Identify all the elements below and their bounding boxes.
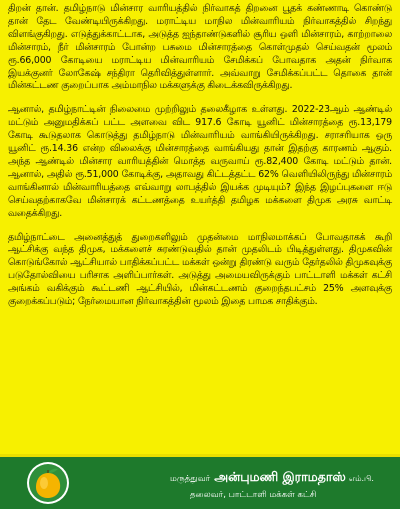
statement-body	[8, 3, 392, 320]
author-name	[170, 469, 374, 486]
author-title-prefix: மருத்துவர்	[170, 474, 211, 484]
paragraph-3: தமிழ்நாட்டை அனைத்துத் துறைகளிலும் முதன்மை மாநிலமாக்கப் போவதாகக் கூறி ஆட்சிக்கு வந்த திமுக, மக்களைச் சுரண்டுவதில் தான் முதலிடம் பிடித்துள்ளது. திமுகவின் கொடுங்கோல் ஆட்சியால் பாதிக்கப்பட்ட மக்கள் ஒன்று திரண்டு வரும் தேர்தலில் திமுகவுக்கு படுதோல்வியை பரிசாக அளிப்பார்கள். அடுத்து அமையவிருக்கும் பாட்டாளி மக்கள் கட்சி அங்கம் வகிக்கும் கூட்டணி ஆட்சியில், மின்கட்டணம் குறைந்தபட்சம் 25% அளவுக்கு குறைக்கப்படும்; நேர்மையான நிர்வாகத்தின் மூலம் இதை பாமக சாதிக்கும்.	[8, 231, 392, 308]
mango-logo-icon	[26, 461, 70, 505]
paragraph-2: ஆனால், தமிழ்நாட்டின் நிலைமை முற்றிலும் தலைகீழாக உள்ளது. 2022-23ஆம் ஆண்டில் மட்டும் அனுமதிக்கப் பட்ட அளவை விட 917.6 கோடி யூனிட் மின்சாரத்தை ரூ.13,179 கோடி கூடுதலாக கொடுத்து தமிழ்நாடு மின்வாரியம் வாங்கியிருக்கிறது. சராசரியாக ஒரு யூனிட் ரூ.14.36 என்ற விலைக்கு மின்சாரத்தை வாங்கியது தான் இதற்கு காரணம் ஆகும். அந்த ஆண்டில் மின்சார வாரியத்தின் மொத்த வருவாய் ரூ.82,400 கோடி மட்டும் தான். ஆனால், அதில் ரூ.51,000 கோடிக்கு, அதாவது கிட்டத்தட்ட 62% வெளியிலிருந்து மின்சாரம் வாங்கினால் மின்வாரியத்தை எவ்வாறு லாபத்தில் இயக்க முடியும்? இந்த இழப்புகளை ஈடு செய்வதற்காகவே மின்சாரக் கட்டணத்தை உயர்த்தி தமிழக மக்களை திமுக அரசு வாட்டி வதைக்கிறது.	[8, 104, 392, 219]
signature-footer	[0, 454, 400, 509]
paragraph-1: திறன் தான். தமிழ்நாடு மின்சார வாரியத்தில் நிர்வாகத் திறனை பூதக் கண்ணாடி கொண்டு தான் தேட வேண்டியிருக்கிறது. மராட்டிய மாநில மின்வாரியம் நிர்வாகத்தில் சிறந்து விளங்குகிறது. எடுத்துக்காட்டாக, அடுத்த ஐந்தாண்டுகளில் சூரிய ஒளி மின்சாரம், காற்றாலை மின்சாரம், நீர் மின்சாரம் போன்ற பசுமை மின்சாரத்தை கொள்முதல் செய்வதன் மூலம் ரூ.66,000 கோடியை மராட்டிய மின்வாரியம் சேமிக்கப் போவதாக அதன் நிர்வாக இயக்குனர் லோகேஷ் சந்திரா தெரிவித்துள்ளார். அவ்வாறு சேமிக்கப்பட்ட தொகை தான் மின்கட்டண குறைப்பாக அம்மாநில மக்களுக்கு கிடைக்கவிருக்கிறது.	[8, 3, 392, 92]
author-role: தலைவர், பாட்டாளி மக்கள் கட்சி	[190, 490, 317, 500]
author-name-text: அன்புமணி இராமதாஸ்	[214, 469, 346, 484]
author-suffix: எம்.பி.	[348, 474, 374, 483]
